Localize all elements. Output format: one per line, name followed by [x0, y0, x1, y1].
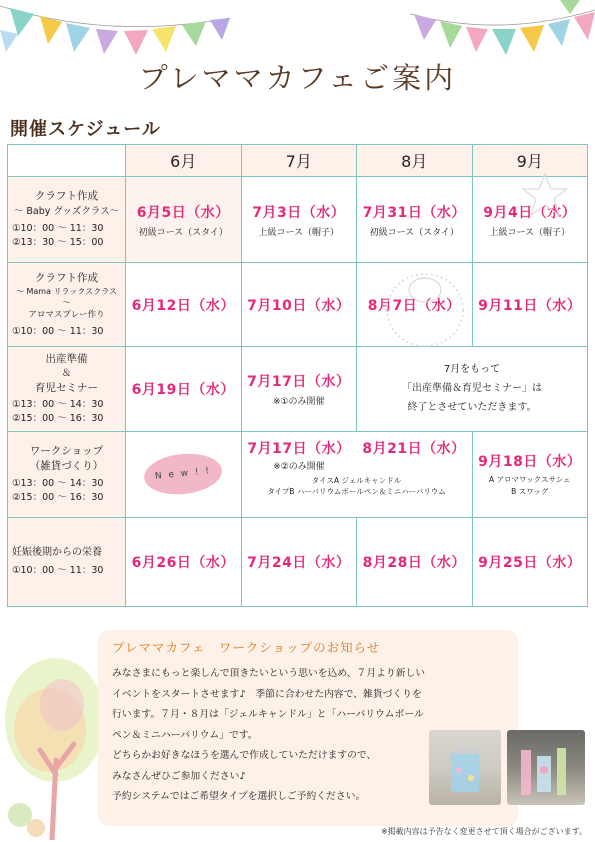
event-note: 上級コース（帽子）: [258, 227, 340, 238]
row-header: [8, 517, 126, 606]
row-header-line: クラフト作成: [35, 271, 98, 284]
event-date: 8月21日（水）: [362, 440, 466, 457]
row-header-line: ①10：00 ～ 11：30: [12, 223, 104, 235]
row-header-line: （雑貨づくり）: [29, 459, 104, 472]
workshop-type-a: タイスA ジェルキャンドル: [311, 475, 402, 485]
baby-bib-illustration: [380, 250, 470, 350]
event-date: 9月11日（水）: [478, 297, 582, 314]
row-header-line: 妊娠後期からの栄養: [12, 546, 102, 558]
row-header-line: ＆: [61, 368, 72, 380]
gel-candle-photo: [429, 730, 501, 805]
row-header-line: ～ Mama リラックスクラス～: [15, 286, 118, 308]
event-note: B スワッグ: [511, 486, 549, 496]
row-header-line: 育児セミナー: [35, 382, 98, 395]
notice-line: 7月をもって: [443, 364, 501, 376]
row-header: [8, 431, 126, 517]
schedule-cell: [472, 263, 588, 347]
schedule-cell: [126, 263, 242, 347]
event-note: 初級コース（スタイ）: [369, 227, 459, 238]
schedule-cell: [241, 347, 357, 431]
month-header: 6月: [126, 145, 242, 177]
month-header: 8月: [357, 145, 473, 177]
event-note: A アロマワックスサシェ: [488, 475, 571, 485]
row-header-line: クラフト作成: [35, 190, 98, 203]
month-header: 7月: [241, 145, 357, 177]
corner-cell: [8, 145, 126, 177]
notice-line: みなさんぜひご参加ください♪: [112, 770, 246, 782]
row-header: [8, 177, 126, 263]
event-date: 8月7日（水）: [367, 297, 461, 314]
page-title: プレママカフェご案内: [138, 61, 457, 95]
event-date: 6月26日（水）: [131, 554, 235, 571]
row-header: [8, 263, 126, 347]
row-header-line: ①10：00 ～ 11：30: [12, 565, 104, 577]
notice-line: どちらかお好きなほうを選んで作成していただけますので、: [112, 750, 377, 761]
event-date: 7月24日（水）: [247, 554, 351, 571]
table-row: [8, 347, 588, 431]
schedule-table: [7, 144, 588, 607]
disclaimer-footnote: ※掲載内容は予告なく変更させて頂く場合がございます。: [380, 827, 587, 836]
schedule-cell: [357, 517, 473, 606]
new-badge: N e w ! !: [142, 450, 224, 498]
star-illustration: [520, 170, 570, 220]
notice-line: みなさまにもっと楽しんで頂きたいという思いを込め、７月より新しい: [112, 668, 426, 679]
event-date: 7月3日（水）: [252, 204, 346, 221]
table-row: [8, 177, 588, 263]
event-date: 9月4日（水）: [483, 204, 577, 221]
event-date: 8月28日（水）: [362, 554, 466, 571]
row-header-line: ①13：00 ～ 14：30: [12, 478, 104, 490]
month-header: 9月: [472, 145, 588, 177]
event-date: 9月25日（水）: [478, 554, 582, 571]
notice-line: ペン＆ミニハーバリウム」です。: [112, 729, 258, 741]
event-date: 7月17日（水）: [247, 373, 351, 390]
workshop-type-b: タイプB ハーバリウムボールペン＆ミニハーバリウム: [267, 486, 446, 496]
notice-title: プレママカフェ ワークショップのお知らせ: [112, 640, 381, 655]
seminar-end-notice: [357, 347, 588, 431]
row-header-line: ②15：00 ～ 16：30: [12, 491, 104, 503]
event-date: 6月12日（水）: [131, 297, 235, 314]
event-date: 9月18日（水）: [478, 454, 582, 471]
herbarium-pen-photo: [507, 730, 585, 805]
row-header-line: 出産準備: [45, 353, 88, 366]
event-date: 6月19日（水）: [131, 381, 235, 398]
table-row: [8, 263, 588, 347]
schedule-cell: [126, 177, 242, 263]
row-header-line: ワークショップ: [29, 444, 104, 457]
schedule-cell: [126, 517, 242, 606]
event-date: 7月31日（水）: [362, 204, 466, 221]
schedule-cell: [126, 431, 242, 517]
event-date: 6月5日（水）: [136, 204, 230, 221]
row-header: [8, 347, 126, 431]
schedule-cell: [241, 263, 357, 347]
row-header-line: ②15：00 ～ 16：30: [12, 413, 104, 425]
notice-line: 行います。７月・８月は「ジェルキャンドル」と「ハーバリウムボール: [112, 709, 424, 720]
event-note: 初級コース（スタイ）: [138, 227, 228, 238]
row-header-line: ②13：30 ～ 15：00: [12, 237, 104, 249]
schedule-cell: [126, 347, 242, 431]
notice-line: 予約システムではご希望タイプを選択しご予約ください。: [112, 791, 366, 802]
month-header-row: [8, 145, 588, 177]
row-header-line: ～ Baby グッズクラス～: [13, 205, 120, 217]
notice-line: イベントをスタートさせます♪ 季節に合わせた内容で、雑貨づくりを: [112, 688, 422, 700]
schedule-heading: 開催スケジュール: [10, 119, 161, 140]
notice-line: 終了とさせていただきます。: [407, 402, 537, 414]
schedule-cell: [241, 517, 357, 606]
table-row: [8, 517, 588, 606]
row-header-line: ①10：00 ～ 11：30: [12, 326, 104, 338]
workshop-cell: [241, 431, 472, 517]
schedule-cell: [472, 431, 588, 517]
event-date: 7月10日（水）: [247, 297, 351, 314]
event-note: ※①のみ開催: [272, 396, 325, 407]
event-date: 7月17日（水）: [247, 440, 351, 457]
event-note: ※②のみ開催: [273, 461, 325, 472]
row-header-line: ①13：00 ～ 14：30: [12, 399, 104, 411]
event-note: 上級コース（帽子）: [489, 227, 571, 238]
notice-line: 「出産準備＆育児セミナー」は: [402, 383, 542, 395]
schedule-cell: [241, 177, 357, 263]
table-row: [8, 431, 588, 517]
schedule-cell: [472, 517, 588, 606]
row-header-line: アロマスプレー作り: [28, 309, 105, 320]
